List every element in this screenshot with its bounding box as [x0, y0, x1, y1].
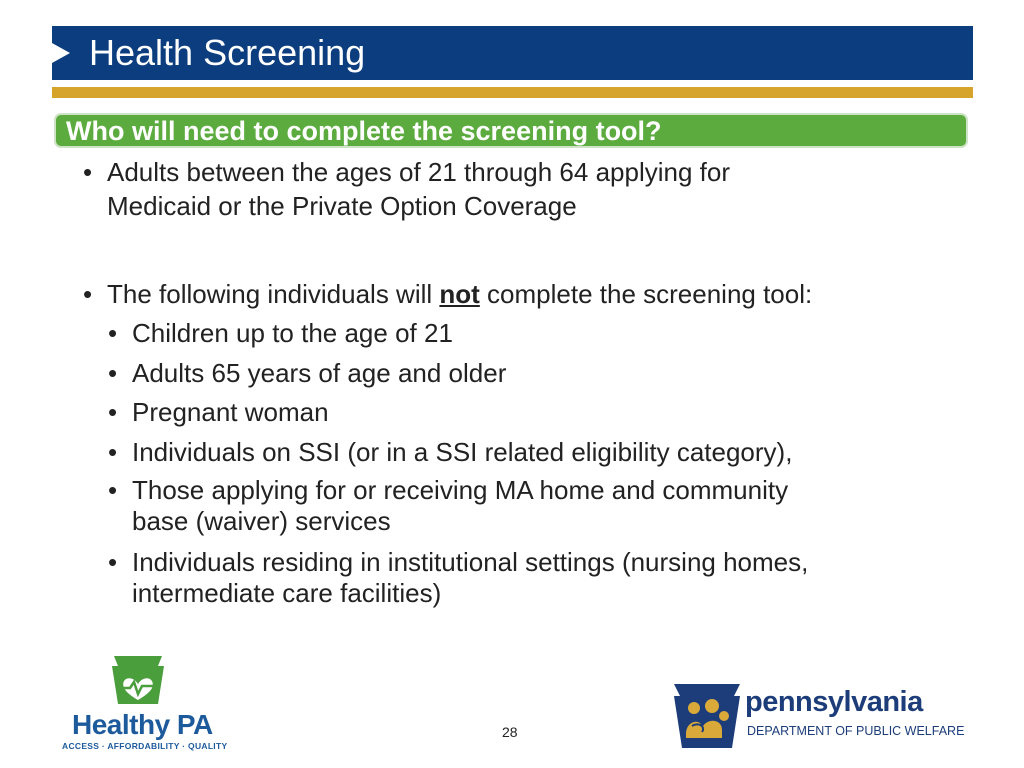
bullet-text: Individuals residing in institutional settings (nursing homes,: [132, 547, 809, 577]
bullet-text: Adults 65 years of age and older: [132, 358, 507, 388]
sub-bullet-item: [108, 475, 992, 537]
bullet-dot: •: [108, 318, 118, 348]
bullet-text: base (waiver) services: [132, 506, 391, 536]
bullet-dot: •: [108, 358, 118, 388]
slide-title: Health Screening: [89, 32, 366, 73]
sub-bullet-item: [108, 435, 992, 469]
bullet-dot: •: [108, 437, 118, 467]
title-bar: [52, 26, 973, 80]
bullet-text: Those applying for or receiving MA home and community: [132, 475, 789, 505]
emphasis-not: not: [439, 279, 480, 309]
bullet-dot: •: [83, 157, 93, 187]
subheader-box: [54, 113, 968, 148]
keystone-heart-icon: [62, 654, 222, 714]
bullet-item: [83, 277, 987, 311]
page-number: 28: [502, 724, 518, 740]
bullet-text: Pregnant woman: [132, 397, 329, 427]
department-name: DEPARTMENT OF PUBLIC WELFARE: [747, 724, 965, 738]
bullet-text-pre: The following individuals will: [107, 279, 440, 309]
gold-divider: [52, 87, 973, 98]
pennsylvania-wordmark: pennsylvania: [745, 686, 923, 718]
healthy-pa-logo: [62, 654, 228, 754]
bullet-dot: •: [108, 475, 118, 505]
bullet-text: Adults between the ages of 21 through 64 applying for: [107, 157, 730, 187]
bullet-text: intermediate care facilities): [132, 578, 442, 608]
healthy-pa-wordmark: Healthy PA: [72, 709, 213, 740]
bullet-text: [107, 277, 987, 311]
bullet-dot: •: [108, 547, 118, 577]
bullet-text: Children up to the age of 21: [132, 318, 453, 348]
sub-bullet-item: [108, 316, 972, 350]
sub-bullet-item: [108, 356, 972, 390]
bullet-dot: •: [83, 279, 93, 309]
sub-bullet-item: [108, 547, 1002, 609]
keystone-family-icon: [672, 682, 742, 750]
sub-bullet-item: [108, 395, 972, 429]
healthy-pa-tagline: ACCESS · AFFORDABILITY · QUALITY: [62, 741, 228, 751]
bullet-text-post: complete the screening tool:: [479, 279, 813, 309]
bullet-text: Individuals on SSI (or in a SSI related eligibility category),: [132, 437, 793, 467]
bullet-text: Medicaid or the Private Option Coverage: [107, 191, 577, 221]
bullet-item: [83, 155, 927, 223]
bullet-dot: •: [108, 397, 118, 427]
title-arrow-icon: [52, 43, 70, 63]
pennsylvania-logo: [672, 682, 972, 750]
slide-subtitle: Who will need to complete the screening tool?: [66, 116, 662, 146]
